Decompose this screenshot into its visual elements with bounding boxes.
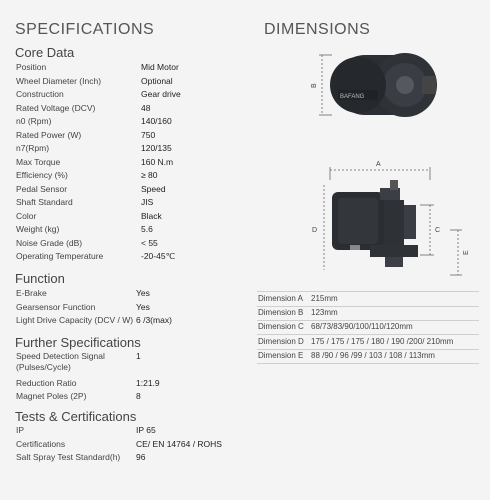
dimension-label: Dimension A <box>258 294 303 303</box>
core-data-row-label: n7(Rpm) <box>16 143 50 153</box>
function-heading: Function <box>15 271 65 286</box>
further-specifications-heading: Further Specifications <box>15 335 141 350</box>
further-row-label: Reduction Ratio <box>16 377 77 388</box>
core-data-row-label: Shaft Standard <box>16 197 73 207</box>
core-data-row-value: 120/135 <box>141 143 172 153</box>
further-row-value: 1:21.9 <box>136 377 160 388</box>
label-e: E <box>463 250 470 255</box>
core-data-row-label: Pedal Sensor <box>16 183 68 194</box>
dimension-row <box>257 292 479 307</box>
core-data-row-value: JIS <box>141 197 154 207</box>
function-row-label: Light Drive Capacity (DCV / W) <box>16 315 134 325</box>
function-row-label: Gearsensor Function <box>16 301 96 312</box>
core-data-row-label: Max Torque <box>16 156 61 167</box>
dimension-value: 68/73/83/90/100/110/120mm <box>311 322 413 332</box>
dimension-row <box>257 320 479 335</box>
core-data-row-value: ≥ 80 <box>141 170 158 180</box>
further-row-value: 8 <box>136 390 141 401</box>
dimension-value: 88 /90 / 96 /99 / 103 / 108 / 113mm <box>311 350 435 360</box>
dimensions-heading: DIMENSIONS <box>264 21 371 38</box>
core-data-row-value: 140/160 <box>141 116 172 126</box>
core-data-row-value: Mid Motor <box>141 62 179 72</box>
tests-row-label: IP <box>16 425 25 435</box>
tests-certifications-heading: Tests & Certifications <box>15 409 137 424</box>
core-data-row-value: 48 <box>141 102 151 113</box>
core-data-row-label: Wheel Diameter (Inch) <box>16 75 102 86</box>
tests-row-value: 96 <box>136 452 146 462</box>
function-row-value: Yes <box>136 288 150 298</box>
label-c: C <box>435 227 441 234</box>
core-data-row-label: Construction <box>16 89 64 99</box>
dimension-row <box>257 335 479 350</box>
core-data-row-label: n0 (Rpm) <box>16 116 52 126</box>
label-d: D <box>312 227 318 234</box>
tests-row-value: CE/ EN 14764 / ROHS <box>136 438 222 449</box>
further-row-label-line2: (Pulses/Cycle) <box>16 362 71 372</box>
dimension-row <box>257 306 479 321</box>
dimension-label: Dimension B <box>258 308 304 318</box>
function-row-value: Yes <box>136 301 150 312</box>
dimension-table-top-border <box>257 291 479 292</box>
further-row-label: Speed Detection Signal <box>16 351 105 361</box>
dimension-value: 175 / 175 / 175 / 180 / 190 /200/ 210mm <box>311 336 454 346</box>
further-row-label: Magnet Poles (2P) <box>16 390 87 401</box>
core-data-row-value: -20-45℃ <box>141 251 176 261</box>
motor-dimension-diagram <box>310 40 480 280</box>
dimension-label: Dimension E <box>258 350 304 360</box>
further-row-value: 1 <box>136 351 141 361</box>
core-data-row-label: Noise Grade (dB) <box>16 237 83 248</box>
dimension-row <box>257 349 479 364</box>
dimension-value: 123mm <box>311 308 338 318</box>
core-data-row-label: Color <box>16 210 37 221</box>
core-data-row-value: 160 N.m <box>141 156 174 167</box>
core-data-row-label: Position <box>16 62 47 72</box>
motor-top-view <box>330 53 437 117</box>
core-data-row-value: Gear drive <box>141 89 181 99</box>
core-data-heading: Core Data <box>15 45 75 60</box>
core-data-row-value: < 55 <box>141 237 158 248</box>
core-data-row-value: 5.6 <box>141 224 153 234</box>
specifications-heading: SPECIFICATIONS <box>15 21 155 38</box>
label-a: A <box>376 161 381 168</box>
dimension-label: Dimension C <box>258 322 304 332</box>
core-data-row-label: Rated Voltage (DCV) <box>16 102 96 113</box>
motor-side-view <box>332 180 418 267</box>
tests-row-value: IP 65 <box>136 425 156 435</box>
core-data-row-value: Speed <box>141 183 166 194</box>
dimension-value: 215mm <box>311 294 338 303</box>
tests-row-label: Salt Spray Test Standard(h) <box>16 452 121 462</box>
dimension-label: Dimension D <box>258 336 304 346</box>
core-data-row-value: 750 <box>141 129 156 140</box>
core-data-row-label: Operating Temperature <box>16 251 104 261</box>
tests-row-label: Certifications <box>16 438 66 449</box>
core-data-row-label: Rated Power (W) <box>16 129 82 140</box>
function-row-label: E-Brake <box>16 288 47 298</box>
core-data-row-value: Black <box>141 210 162 221</box>
label-b: B <box>311 83 318 88</box>
core-data-row-label: Efficiency (%) <box>16 170 68 180</box>
core-data-row-label: Weight (kg) <box>16 224 60 234</box>
brand-logo-text: BAFANG <box>340 94 365 100</box>
function-row-value: 6 /3(max) <box>136 315 172 325</box>
core-data-row-value: Optional <box>141 75 173 86</box>
